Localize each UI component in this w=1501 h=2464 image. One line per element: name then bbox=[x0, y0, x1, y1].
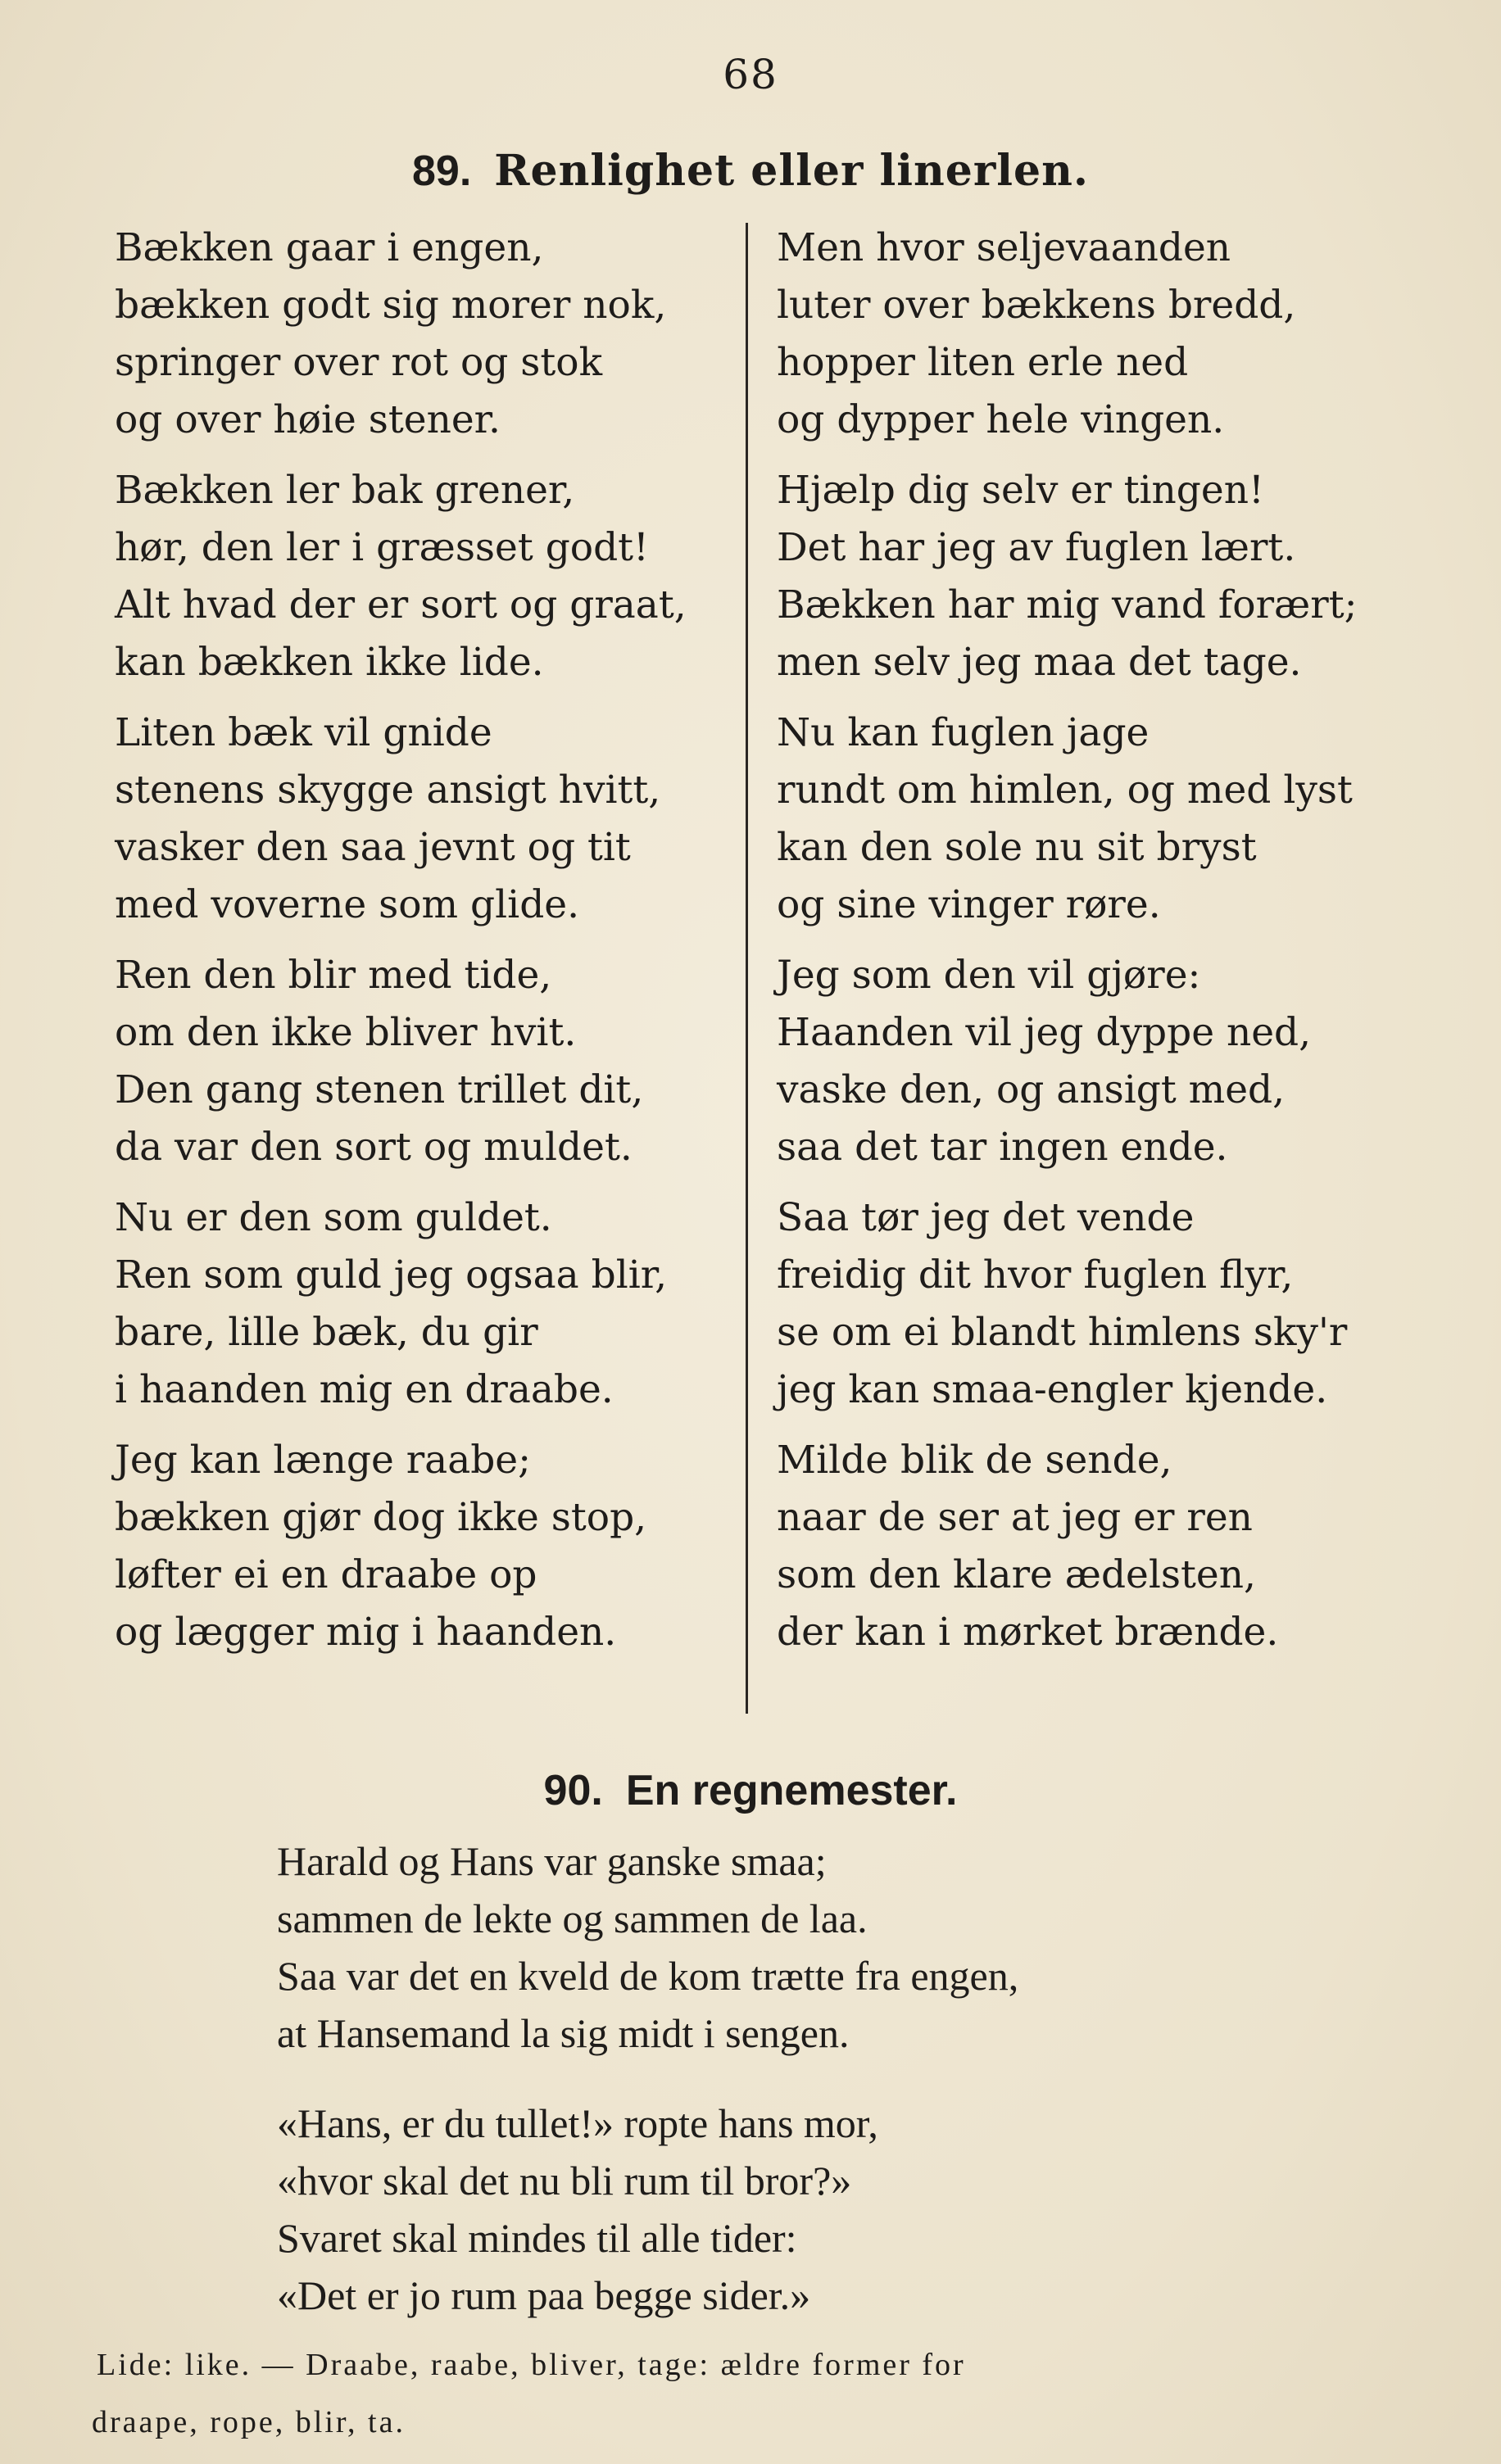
verse-line: Harald og Hans var ganske smaa; bbox=[277, 1838, 827, 1884]
stanza bbox=[277, 2095, 1424, 2324]
verse-line: Haanden vil jeg dyppe ned, bbox=[777, 1010, 1312, 1055]
verse-line: luter over bækkens bredd, bbox=[777, 283, 1296, 328]
verse-line: Men hvor seljevaanden bbox=[777, 225, 1231, 270]
column-divider bbox=[746, 223, 748, 1714]
verse-line: Det har jeg av fuglen lært. bbox=[777, 525, 1296, 570]
verse-line: Bækken har mig vand forært; bbox=[777, 582, 1358, 627]
verse-line: naar de ser at jeg er ren bbox=[777, 1495, 1253, 1540]
verse-line: Saa var det en kveld de kom trætte fra engen, bbox=[277, 1953, 1019, 1999]
verse-line: Bækken ler bak grener, bbox=[115, 468, 575, 513]
verse-line: Ren som guld jeg ogsaa blir, bbox=[115, 1252, 668, 1298]
verse-line: at Hansemand la sig midt i sengen. bbox=[277, 2010, 850, 2056]
poem-89-number: 89. bbox=[411, 147, 472, 195]
footnote-line-1: Lide: like. — Draabe, raabe, bliver, tage: ældre former for bbox=[97, 2348, 966, 2382]
verse-line: «hvor skal det nu bli rum til bror?» bbox=[277, 2158, 852, 2204]
verse-line: kan den sole nu sit bryst bbox=[777, 825, 1257, 870]
verse-line: saa det tar ingen ende. bbox=[777, 1125, 1228, 1170]
verse-line: og sine vinger røre. bbox=[777, 882, 1161, 927]
stanza bbox=[777, 1189, 1399, 1419]
poem-89-heading bbox=[0, 146, 1501, 196]
verse-line: vaske den, og ansigt med, bbox=[777, 1067, 1286, 1112]
verse-line: se om ei blandt himlens sky'r bbox=[777, 1310, 1348, 1355]
verse-line: Den gang stenen trillet dit, bbox=[115, 1067, 644, 1112]
verse-line: springer over rot og stok bbox=[115, 340, 603, 385]
verse-line: som den klare ædelsten, bbox=[777, 1552, 1256, 1597]
page-number: 68 bbox=[723, 51, 778, 98]
poem-89-title: Renlighet eller linerlen. bbox=[494, 146, 1089, 196]
stanza bbox=[115, 704, 737, 934]
verse-line: Jeg som den vil gjøre: bbox=[777, 953, 1201, 998]
verse-line: og over høie stener. bbox=[115, 397, 501, 442]
verse-line: Saa tør jeg det vende bbox=[777, 1195, 1195, 1240]
stanza bbox=[115, 1189, 737, 1419]
stanza bbox=[777, 1432, 1399, 1661]
stanza bbox=[277, 1832, 1424, 2062]
verse-line: «Hans, er du tullet!» ropte hans mor, bbox=[277, 2100, 878, 2146]
verse-line: Nu kan fuglen jage bbox=[777, 710, 1150, 755]
poem-90-body bbox=[277, 1832, 1424, 2357]
verse-line: med voverne som glide. bbox=[115, 882, 580, 927]
verse-line: i haanden mig en draabe. bbox=[115, 1367, 614, 1412]
poem-90-title: En regnemester. bbox=[625, 1767, 958, 1814]
verse-line: Svaret skal mindes til alle tider: bbox=[277, 2215, 797, 2261]
poem-90-number: 90. bbox=[543, 1767, 603, 1814]
verse-line: løfter ei en draabe op bbox=[115, 1552, 537, 1597]
stanza bbox=[115, 462, 737, 691]
stanza bbox=[777, 220, 1399, 449]
poem-90-heading bbox=[0, 1766, 1501, 1815]
verse-line: da var den sort og muldet. bbox=[115, 1125, 633, 1170]
verse-line: men selv jeg maa det tage. bbox=[777, 640, 1302, 685]
verse-line: bare, lille bæk, du gir bbox=[115, 1310, 538, 1355]
verse-line: og lægger mig i haanden. bbox=[115, 1610, 617, 1655]
verse-line: der kan i mørket brænde. bbox=[777, 1610, 1279, 1655]
verse-line: freidig dit hvor fuglen flyr, bbox=[777, 1252, 1294, 1298]
verse-line: Jeg kan længe raabe; bbox=[115, 1438, 531, 1483]
verse-line: Ren den blir med tide, bbox=[115, 953, 552, 998]
stanza bbox=[115, 220, 737, 449]
stanza bbox=[777, 704, 1399, 934]
poem-89-right-column bbox=[777, 220, 1399, 1674]
verse-line: «Det er jo rum paa begge sider.» bbox=[277, 2272, 811, 2318]
stanza bbox=[777, 462, 1399, 691]
verse-line: vasker den saa jevnt og tit bbox=[115, 825, 631, 870]
footnote-line-2: draape, rope, blir, ta. bbox=[92, 2405, 406, 2439]
verse-line: jeg kan smaa-engler kjende. bbox=[777, 1367, 1328, 1412]
verse-line: Hjælp dig selv er tingen! bbox=[777, 468, 1264, 513]
verse-line: sammen de lekte og sammen de laa. bbox=[277, 1896, 868, 1941]
verse-line: Milde blik de sende, bbox=[777, 1438, 1172, 1483]
verse-line: Liten bæk vil gnide bbox=[115, 710, 492, 755]
stanza bbox=[115, 947, 737, 1176]
verse-line: og dypper hele vingen. bbox=[777, 397, 1225, 442]
poem-89-left-column bbox=[115, 220, 737, 1674]
verse-line: om den ikke bliver hvit. bbox=[115, 1010, 577, 1055]
footnote bbox=[92, 2336, 1424, 2451]
verse-line: hopper liten erle ned bbox=[777, 340, 1189, 385]
verse-line: rundt om himlen, og med lyst bbox=[777, 768, 1353, 813]
verse-line: bækken godt sig morer nok, bbox=[115, 283, 667, 328]
stanza bbox=[777, 947, 1399, 1176]
verse-line: Alt hvad der er sort og graat, bbox=[115, 582, 687, 627]
verse-line: stenens skygge ansigt hvitt, bbox=[115, 768, 661, 813]
verse-line: hør, den ler i græsset godt! bbox=[115, 525, 649, 570]
stanza bbox=[115, 1432, 737, 1661]
verse-line: kan bækken ikke lide. bbox=[115, 640, 544, 685]
verse-line: Bækken gaar i engen, bbox=[115, 225, 544, 270]
verse-line: Nu er den som guldet. bbox=[115, 1195, 552, 1240]
verse-line: bækken gjør dog ikke stop, bbox=[115, 1495, 647, 1540]
